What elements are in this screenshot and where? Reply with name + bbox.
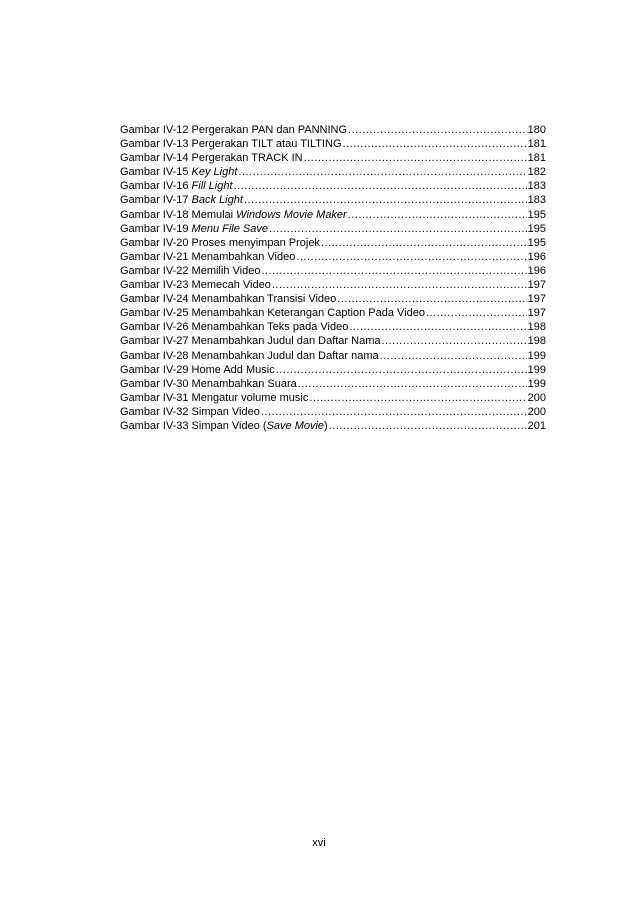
dot-leader [380,349,527,363]
toc-entry-title [120,151,303,165]
dot-leader [309,391,526,405]
dot-leader [269,222,527,236]
dot-leader [261,264,526,278]
dot-leader [272,278,527,292]
toc-entry-label: Gambar IV-12 [120,124,189,136]
toc-entry-page: 181 [527,138,546,151]
toc-entry [120,363,546,377]
toc-entry [120,320,546,334]
toc-entry-label: Gambar IV-32 [120,405,189,418]
dot-leader [343,137,527,151]
toc-entry-title [120,278,271,292]
toc-entry-title [120,264,260,278]
toc-entry-title [120,137,342,151]
toc-entry-title [120,123,347,137]
toc-entry-page: 198 [527,335,546,348]
toc-entry [120,278,546,292]
toc-entry-page: 180 [527,124,546,136]
toc-entry-caption: Menambahkan Transisi Video [191,293,337,306]
toc-entry-page: 195 [527,222,546,235]
toc-entry-label: Gambar IV-18 [120,208,189,221]
toc-entry-page: 197 [527,293,546,306]
toc-entry-title [120,250,295,264]
toc-entry-title [120,236,320,250]
toc-entry-caption: Pergerakan PAN dan PANNING [191,124,348,136]
toc-entry-label: Gambar IV-19 [120,222,189,235]
toc-entry-caption: Menambahkan Video [191,250,296,263]
toc-entry-caption: Memulai [191,208,237,221]
toc-entry-page: 195 [527,208,546,221]
dot-leader [234,179,527,193]
toc-entry-label: Gambar IV-23 [120,279,189,292]
toc-entry-title [120,334,381,348]
toc-entry-label: Gambar IV-17 [120,194,189,207]
toc-entry-title [120,320,348,334]
toc-entry [120,208,546,222]
dot-leader [304,151,527,165]
toc-entry-caption: ) [324,419,328,432]
toc-entry-page: 196 [527,264,546,277]
toc-entry-title [120,208,347,222]
toc-entry-caption: Menambahkan Keterangan Caption Pada Video [191,307,425,320]
toc-entry-caption: Menambahkan Suara [191,377,297,390]
toc-entry-label: Gambar IV-25 [120,307,189,320]
dot-leader [348,123,527,137]
toc-entry-title [120,292,336,306]
toc-entry [120,137,546,151]
toc-entry [120,391,546,405]
page-number: xvi [312,837,326,849]
toc-entry-title [120,349,379,363]
list-of-figures [120,123,546,433]
toc-entry [120,264,546,278]
toc-entry-caption: Proses menyimpan Projek [191,236,320,249]
toc-entry [120,419,546,433]
toc-entry-title [120,391,308,405]
toc-entry-caption: Pergerakan TRACK IN [191,152,303,165]
toc-entry-label: Gambar IV-33 [120,419,189,432]
toc-entry-title [120,405,260,419]
toc-entry-page: 199 [527,349,546,362]
toc-entry-caption: Key Light [191,166,238,179]
toc-entry-page: 200 [527,391,546,404]
toc-entry-label: Gambar IV-21 [120,250,189,263]
toc-entry-page: 197 [527,307,546,320]
toc-entry-page: 199 [527,363,546,376]
toc-entry-page: 198 [527,321,546,334]
toc-entry-label: Gambar IV-24 [120,293,189,306]
toc-entry-label: Gambar IV-30 [120,377,189,390]
dot-leader [348,208,527,222]
toc-entry-caption: Simpan Video [191,405,260,418]
toc-entry-label: Gambar IV-14 [120,152,189,165]
toc-entry-caption: Simpan Video ( [191,419,267,432]
toc-entry-caption: Mengatur volume music [191,391,309,404]
toc-entry-caption: Windows Movie Maker [236,208,347,221]
toc-entry-page: 196 [527,250,546,263]
toc-entry [120,349,546,363]
toc-entry-caption: Fill Light [191,180,233,193]
toc-entry-page: 181 [527,152,546,165]
toc-entry [120,236,546,250]
toc-entry [120,151,546,165]
toc-entry-label: Gambar IV-27 [120,335,189,348]
toc-entry [120,222,546,236]
toc-entry [120,193,546,207]
dot-leader [382,334,527,348]
toc-entry-page: 195 [527,236,546,249]
toc-entry [120,377,546,391]
toc-entry-label: Gambar IV-16 [120,180,189,193]
dot-leader [276,363,527,377]
dot-leader [426,306,527,320]
toc-entry-title [120,222,268,236]
toc-entry-caption: Menambahkan Teks pada Video [191,321,349,334]
toc-entry-page: 182 [527,166,546,179]
toc-entry-title [120,179,233,193]
toc-entry-caption: Save Movie [266,419,325,432]
toc-entry-title [120,377,297,391]
dot-leader [244,193,527,207]
toc-entry-page: 183 [527,180,546,193]
toc-entry-title [120,165,237,179]
dot-leader [329,419,527,433]
toc-entry [120,179,546,193]
toc-entry [120,250,546,264]
toc-entry-label: Gambar IV-29 [120,363,189,376]
toc-entry-label: Gambar IV-26 [120,321,189,334]
toc-entry-label: Gambar IV-13 [120,138,189,151]
toc-entry-label: Gambar IV-31 [120,391,189,404]
toc-entry [120,165,546,179]
toc-entry-caption: Pergerakan TILT atau TILTING [191,138,342,151]
dot-leader [321,236,527,250]
toc-entry-page: 183 [527,194,546,207]
toc-entry [120,292,546,306]
toc-entry-caption: Memecah Video [191,279,271,292]
toc-entry-title [120,419,328,433]
toc-entry-label: Gambar IV-20 [120,236,189,249]
toc-entry [120,123,546,137]
toc-entry [120,306,546,320]
toc-entry-page: 197 [527,279,546,292]
dot-leader [238,165,526,179]
dot-leader [261,405,527,419]
toc-entry-label: Gambar IV-22 [120,264,189,277]
toc-entry-caption: Menambahkan Judul dan Daftar nama [191,349,379,362]
dot-leader [296,250,526,264]
toc-entry-label: Gambar IV-15 [120,166,189,179]
dot-leader [349,320,526,334]
toc-entry-caption: Home Add Music [191,363,275,376]
toc-entry-label: Gambar IV-28 [120,349,189,362]
toc-entry [120,334,546,348]
toc-entry-page: 200 [527,405,546,418]
toc-entry-caption: Menu File Save [191,222,268,235]
toc-entry-page: 199 [527,377,546,390]
toc-entry-caption: Menambahkan Judul dan Daftar Nama [191,335,381,348]
toc-entry-title [120,363,275,377]
toc-entry-title [120,306,425,320]
dot-leader [337,292,526,306]
toc-entry-caption: Back Light [191,194,243,207]
dot-leader [298,377,527,391]
toc-entry-page: 201 [527,419,546,432]
toc-entry-caption: Memilih Video [191,264,261,277]
toc-entry-title [120,193,243,207]
toc-entry [120,405,546,419]
